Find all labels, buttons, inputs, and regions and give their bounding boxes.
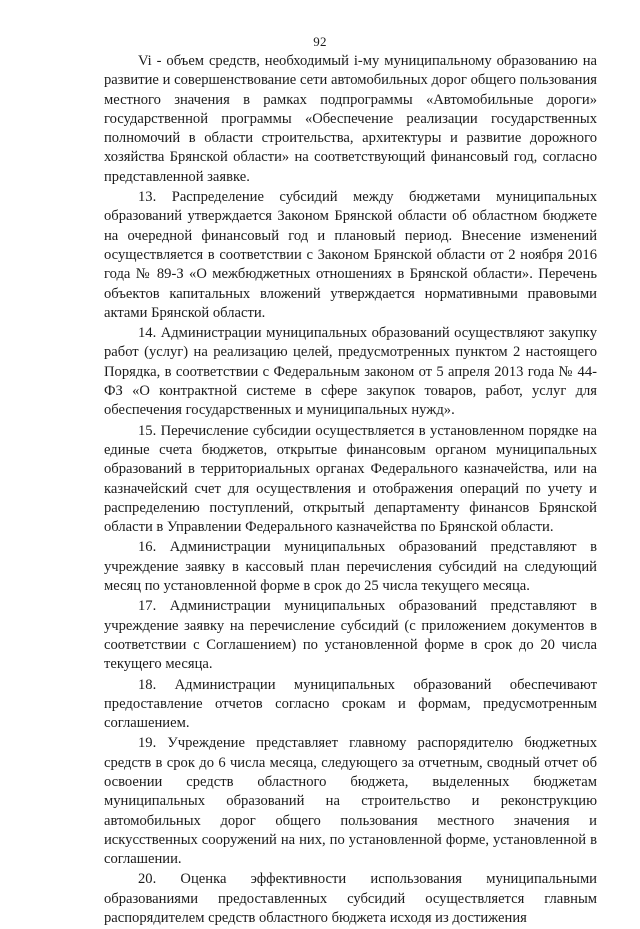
paragraph-15: 15. Перечисление субсидии осуществляется в установленном порядке на единые счета бюджетов, открытые финансовым органом муниципальных образований в территориальных органах Федерального казначейства, или на казначейский счет для осуществления и отображения операций по учету и распределению поступлений, открытый департаменту финансов Брянской области в Управлении Федерального казначейства по Брянской области. [104,422,597,536]
paragraph-14: 14. Администрации муниципальных образований осуществляют закупку работ (услуг) на реализацию целей, предусмотренных пунктом 2 настоящего Порядка, в соответствии с Федеральным законом от 5 апреля 2013 года № 44-ФЗ «О контрактной системе в сфере закупок товаров, работ, услуг для обеспечения государственных и муниципальных нужд». [104,325,597,419]
paragraph-20: 20. Оценка эффективности использования муниципальными образованиями предоставленных субсидий осуществляется главным распорядителем средств областного бюджета исходя из достижения [104,871,597,927]
paragraph-16: 16. Администрации муниципальных образований представляют в учреждение заявку в кассовый план перечисления субсидий на следующий месяц по установленной форме в срок до 25 числа текущего месяца. [104,539,597,595]
page-number: 92 [313,34,327,49]
paragraph-19: 19. Учреждение представляет главному распорядителю бюджетных средств в срок до 6 числа месяца, следующего за отчетным, сводный отчет об освоении средств областного бюджета, выделенных бюджетам муниципальных образований на строительство и реконструкцию автомобильных дорог общего пользования местного значения и искусственных сооружений на них, по установленной форме, установленной в соглашении. [104,735,597,868]
paragraph-formula-description: Vi - объем средств, необходимый i-му муниципальному образованию на развитие и совершенствование сети автомобильных дорог общего пользования местного значения в рамках подпрограммы «Автомобильные дороги» государственной программы «Обеспечение реализации государственных полномочий в области строительства, архитектуры и развитие дорожного хозяйства Брянской области» на соответствующий финансовый год, согласно представленной заявке. [104,53,597,185]
paragraph-13: 13. Распределение субсидий между бюджетами муниципальных образований утверждается Законом Брянской области об областном бюджете на очередной финансовый год и плановый период. Внесение изменений осуществляется в соответствии с Законом Брянской области от 2 ноября 2016 года № 89-З «О межбюджетных отношениях в Брянской области». Перечень объектов капитальных вложений утверждается нормативными правовыми актами Брянской области. [104,189,597,321]
paragraph-18: 18. Администрации муниципальных образований обеспечивают предоставление отчетов согласно срокам и формам, предусмотренным соглашением. [104,676,597,732]
paragraph-17: 17. Администрации муниципальных образований представляют в учреждение заявку на перечисление субсидий (с приложением документов в соответствии с Соглашением) по установленной форме в срок до 20 числа текущего месяца. [104,598,597,673]
document-body [104,52,597,929]
